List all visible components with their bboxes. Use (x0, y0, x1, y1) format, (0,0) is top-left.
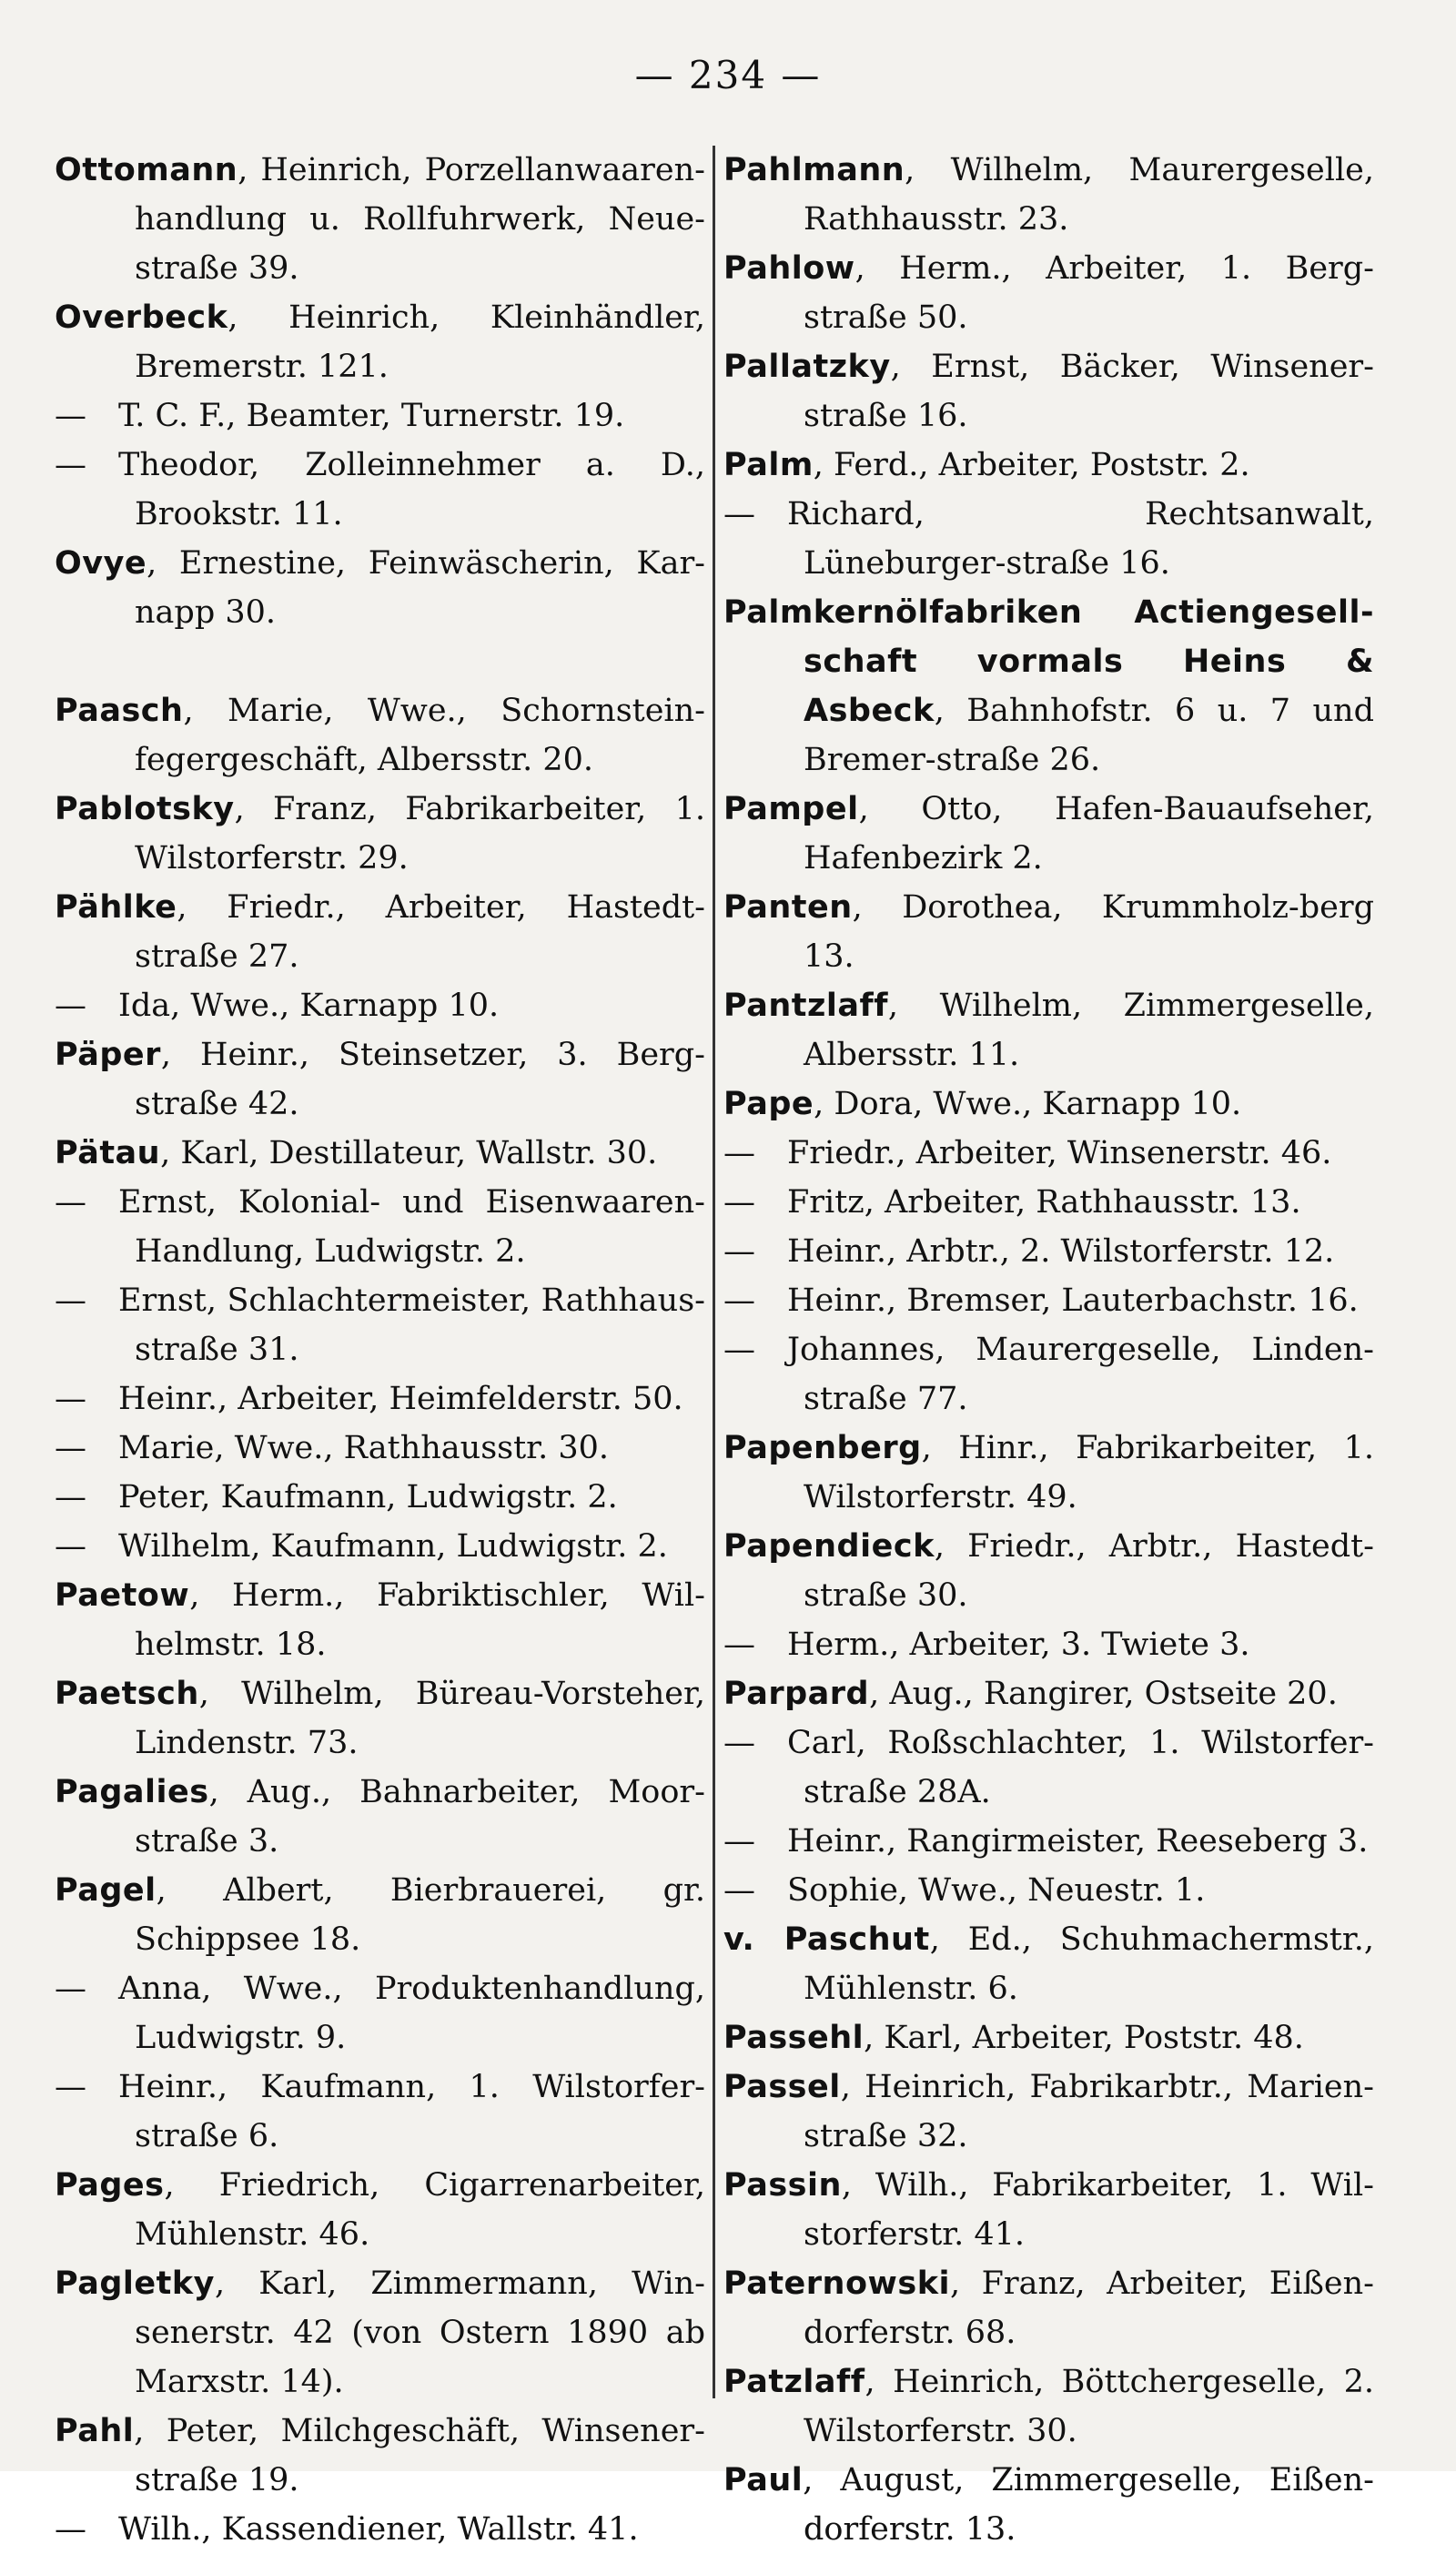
repeat-dash: — (723, 1725, 755, 1761)
repeat-dash: — (55, 1184, 86, 1221)
directory-entry (723, 1522, 1374, 1620)
entry-surname: Pagalies (55, 1774, 209, 1810)
directory-entry (723, 441, 1374, 490)
entry-details: Johannes, Maurergeselle, Linden-straße 77. (787, 1332, 1374, 1417)
entry-details: Richard, Rechtsanwalt, Lüneburger-straße 16. (787, 496, 1374, 582)
entry-details: , Albert, Bierbrauerei, gr. Schippsee 18. (135, 1872, 705, 1958)
repeat-dash: — (723, 1135, 755, 1171)
entry-details: , Peter, Milchgeschäft, Winsener-straße 19. (134, 2413, 705, 2498)
entry-details: Fritz, Arbeiter, Rathhausstr. 13. (787, 1184, 1301, 1221)
entry-details: , Karl, Destillateur, Wallstr. 30. (160, 1135, 658, 1171)
entry-details: , Ed., Schuhmachermstr., Mühlenstr. 6. (804, 1921, 1374, 2007)
entry-details: Wilh., Kassendiener, Wallstr. 41. (118, 2511, 639, 2548)
entry-surname: Päper (55, 1037, 161, 1073)
directory-entry (723, 2161, 1374, 2259)
directory-entry (55, 1768, 705, 1866)
entry-details: , Heinrich, Böttchergeselle, 2. Wilstorferstr. 30. (804, 2364, 1374, 2449)
entry-surname: Paasch (55, 693, 184, 729)
entry-surname: Pape (723, 1086, 814, 1122)
repeat-dash: — (55, 1381, 86, 1417)
directory-entry (55, 2259, 705, 2407)
page-number: — 234 — (634, 53, 822, 97)
directory-entry (55, 2505, 705, 2554)
entry-details: , Wilhelm, Zimmergeselle, Albersstr. 11. (804, 988, 1374, 1073)
repeat-dash: — (55, 2511, 86, 2548)
entry-surname: Pablotsky (55, 791, 235, 827)
directory-entry (55, 1129, 705, 1178)
entry-details: , Heinrich, Porzellanwaaren-handlung u. Rollfuhrwerk, Neue-straße 39. (135, 152, 705, 287)
entry-details: Peter, Kaufmann, Ludwigstr. 2. (118, 1479, 618, 1515)
repeat-dash: — (55, 1971, 86, 2007)
entry-details: , Dorothea, Krummholz-berg 13. (804, 889, 1374, 975)
repeat-dash: — (723, 1233, 755, 1270)
directory-entry (55, 146, 705, 293)
repeat-dash: — (55, 447, 86, 483)
directory-entry (55, 1964, 705, 2062)
repeat-dash: — (55, 2069, 86, 2105)
directory-entry (55, 1424, 705, 1473)
directory-entry (723, 1276, 1374, 1325)
directory-entry (723, 1079, 1374, 1129)
directory-entry (723, 2013, 1374, 2062)
entry-surname: Pantzlaff (723, 988, 888, 1024)
entry-details: Theodor, Zolleinnehmer a. D., Brookstr. 11. (118, 447, 705, 532)
entry-details: Heinr., Kaufmann, 1. Wilstorfer-straße 6. (118, 2069, 705, 2154)
entry-details: , Marie, Wwe., Schornstein-fegergeschäft, Albersstr. 20. (135, 693, 705, 778)
directory-entry (55, 883, 705, 981)
entry-surname: Pählke (55, 889, 177, 926)
directory-entry (723, 1817, 1374, 1866)
directory-entry (55, 293, 705, 391)
entry-surname: Overbeck (55, 299, 228, 336)
repeat-dash: — (55, 1479, 86, 1515)
entry-details: , Heinr., Steinsetzer, 3. Berg-straße 42. (135, 1037, 705, 1122)
entry-details: T. C. F., Beamter, Turnerstr. 19. (118, 398, 625, 434)
directory-entry (723, 588, 1374, 785)
entry-details: , Friedr., Arbtr., Hastedt-straße 30. (804, 1528, 1374, 1614)
entry-details: Herm., Arbeiter, 3. Twiete 3. (787, 1627, 1250, 1663)
repeat-dash: — (55, 398, 86, 434)
directory-entry (55, 1276, 705, 1374)
directory-entry (723, 1325, 1374, 1424)
directory-entry (723, 1866, 1374, 1915)
entry-surname: Pagel (55, 1872, 157, 1909)
entry-details: Anna, Wwe., Produktenhandlung, Ludwigstr. 9. (118, 1971, 705, 2056)
entry-details: Ernst, Schlachtermeister, Rathhaus-straße 31. (118, 1282, 705, 1368)
entry-details: , August, Zimmergeselle, Eißen-dorferstr. 13. (803, 2462, 1374, 2548)
entry-details: , Dora, Wwe., Karnapp 10. (814, 1086, 1242, 1122)
entry-details: Marie, Wwe., Rathhausstr. 30. (118, 1430, 609, 1466)
entry-details: , Wilhelm, Büreau-Vorsteher, Lindenstr. 73. (135, 1676, 705, 1761)
entry-surname: Panten (723, 889, 853, 926)
directory-entry (55, 1866, 705, 1964)
entry-details: Wilhelm, Kaufmann, Ludwigstr. 2. (118, 1528, 668, 1565)
entry-details: Heinr., Arbeiter, Heimfelderstr. 50. (118, 1381, 683, 1417)
entry-surname: Pahl (55, 2413, 135, 2449)
directory-entry (723, 785, 1374, 883)
directory-entry (723, 1227, 1374, 1276)
directory-entry (723, 1129, 1374, 1178)
directory-entry (55, 2407, 705, 2505)
directory-entry (55, 785, 705, 883)
entry-details: , Franz, Fabrikarbeiter, 1. Wilstorferstr. 29. (135, 791, 705, 877)
entry-details: , Aug., Rangirer, Ostseite 20. (869, 1676, 1338, 1712)
directory-entry (55, 2161, 705, 2259)
entry-surname: Pages (55, 2167, 165, 2204)
repeat-dash: — (723, 1823, 755, 1860)
directory-entry (723, 2259, 1374, 2357)
entry-details: , Ernst, Bäcker, Winsener-straße 16. (804, 349, 1374, 434)
entry-details: , Heinrich, Kleinhändler, Bremerstr. 121. (135, 299, 705, 385)
entry-surname: Parpard (723, 1676, 870, 1712)
directory-entry (723, 2357, 1374, 2456)
entry-surname: Patzlaff (723, 2364, 865, 2400)
entry-details: , Ferd., Arbeiter, Poststr. 2. (813, 447, 1250, 483)
repeat-dash: — (55, 1430, 86, 1466)
directory-entry (723, 2062, 1374, 2161)
directory-entry (723, 1718, 1374, 1817)
directory-entry (723, 490, 1374, 588)
entry-surname: Pagletky (55, 2265, 215, 2302)
repeat-dash: — (723, 1184, 755, 1221)
entry-details: , Karl, Zimmermann, Win-senerstr. 42 (von Ostern 1890 ab Marxstr. 14). (135, 2265, 705, 2400)
directory-entry (723, 146, 1374, 244)
right-column (723, 146, 1374, 2554)
directory-entry (723, 883, 1374, 981)
directory-entry (55, 1522, 705, 1571)
repeat-dash: — (723, 1282, 755, 1319)
directory-entry (723, 1915, 1374, 2013)
directory-entry (55, 539, 705, 637)
repeat-dash: — (55, 1282, 86, 1319)
directory-entry (723, 1669, 1374, 1718)
entry-details: , Wilhelm, Maurergeselle, Rathhausstr. 23. (804, 152, 1374, 238)
entry-details: Carl, Roßschlachter, 1. Wilstorfer-straße 28A. (787, 1725, 1374, 1810)
entry-details: , Herm., Fabriktischler, Wil-helmstr. 18. (135, 1577, 705, 1663)
entry-surname: Paternowski (723, 2265, 950, 2302)
entry-surname: Paetsch (55, 1676, 199, 1712)
directory-entry (723, 342, 1374, 441)
entry-surname: Ottomann (55, 152, 238, 188)
repeat-dash: — (723, 1332, 755, 1368)
directory-entry (723, 2456, 1374, 2554)
repeat-dash: — (55, 988, 86, 1024)
entry-surname: Paul (723, 2462, 804, 2498)
directory-entry (55, 1178, 705, 1276)
entry-surname: Papenberg (723, 1430, 922, 1466)
entry-surname: Paetow (55, 1577, 190, 1614)
directory-entry (723, 1424, 1374, 1522)
entry-details: Ernst, Kolonial- und Eisenwaaren-Handlung, Ludwigstr. 2. (118, 1184, 705, 1270)
entry-details: , Karl, Arbeiter, Poststr. 48. (864, 2020, 1304, 2056)
entry-details: Friedr., Arbeiter, Winsenerstr. 46. (787, 1135, 1332, 1171)
entry-details: , Wilh., Fabrikarbeiter, 1. Wil-storferstr. 41. (804, 2167, 1374, 2253)
column-divider (713, 146, 715, 2398)
directory-entry (55, 1374, 705, 1424)
directory-entry (55, 1030, 705, 1129)
directory-entry (55, 981, 705, 1030)
entry-details: , Friedr., Arbeiter, Hastedt-straße 27. (135, 889, 705, 975)
directory-entry (723, 981, 1374, 1079)
entry-surname: Passel (723, 2069, 841, 2105)
entry-details: Sophie, Wwe., Neuestr. 1. (787, 1872, 1206, 1909)
directory-entry (723, 244, 1374, 342)
directory-entry (55, 686, 705, 785)
entry-details: , Aug., Bahnarbeiter, Moor-straße 3. (135, 1774, 705, 1860)
entry-details: , Otto, Hafen-Bauaufseher, Hafenbezirk 2. (804, 791, 1374, 877)
entry-surname: Palm (723, 447, 814, 483)
directory-entry (55, 1473, 705, 1522)
entry-details: , Heinrich, Fabrikarbtr., Marien-straße 32. (804, 2069, 1374, 2154)
repeat-dash: — (723, 1627, 755, 1663)
entry-surname: Pallatzky (723, 349, 891, 385)
entry-details: , Ernestine, Feinwäscherin, Kar-napp 30. (135, 545, 705, 631)
entry-surname: Palmkernölfabriken Actiengesell-schaft vormals Heins & Asbeck (723, 594, 1374, 729)
entry-details: , Franz, Arbeiter, Eißen-dorferstr. 68. (804, 2265, 1374, 2351)
entry-details: , Friedrich, Cigarrenarbeiter, Mühlenstr. 46. (135, 2167, 705, 2253)
entry-details: Heinr., Bremser, Lauterbachstr. 16. (787, 1282, 1359, 1319)
directory-entry (723, 1178, 1374, 1227)
entry-details: Heinr., Arbtr., 2. Wilstorferstr. 12. (787, 1233, 1335, 1270)
entry-surname: Papendieck (723, 1528, 935, 1565)
repeat-dash: — (723, 496, 755, 532)
entry-details: , Hinr., Fabrikarbeiter, 1. Wilstorferstr. 49. (804, 1430, 1374, 1515)
directory-entry (55, 2062, 705, 2161)
entry-surname: v. Paschut (723, 1921, 930, 1958)
entry-surname: Pahlow (723, 250, 855, 287)
entry-details: , Bahnhofstr. 6 u. 7 und Bremer-straße 26. (804, 693, 1374, 778)
entry-details: Ida, Wwe., Karnapp 10. (118, 988, 500, 1024)
left-column (55, 146, 705, 2554)
directory-entry (55, 441, 705, 539)
directory-entry (55, 1571, 705, 1669)
entry-surname: Pahlmann (723, 152, 905, 188)
entry-details: Heinr., Rangirmeister, Reeseberg 3. (787, 1823, 1369, 1860)
directory-entry (55, 1669, 705, 1768)
repeat-dash: — (55, 1528, 86, 1565)
repeat-dash: — (723, 1872, 755, 1909)
entry-surname: Passehl (723, 2020, 864, 2056)
entry-surname: Pätau (55, 1135, 161, 1171)
entry-details: , Herm., Arbeiter, 1. Berg-straße 50. (804, 250, 1374, 336)
entry-surname: Pampel (723, 791, 859, 827)
entry-surname: Passin (723, 2167, 842, 2204)
directory-entry (55, 391, 705, 441)
directory-entry (723, 1620, 1374, 1669)
entry-surname: Ovye (55, 545, 147, 582)
